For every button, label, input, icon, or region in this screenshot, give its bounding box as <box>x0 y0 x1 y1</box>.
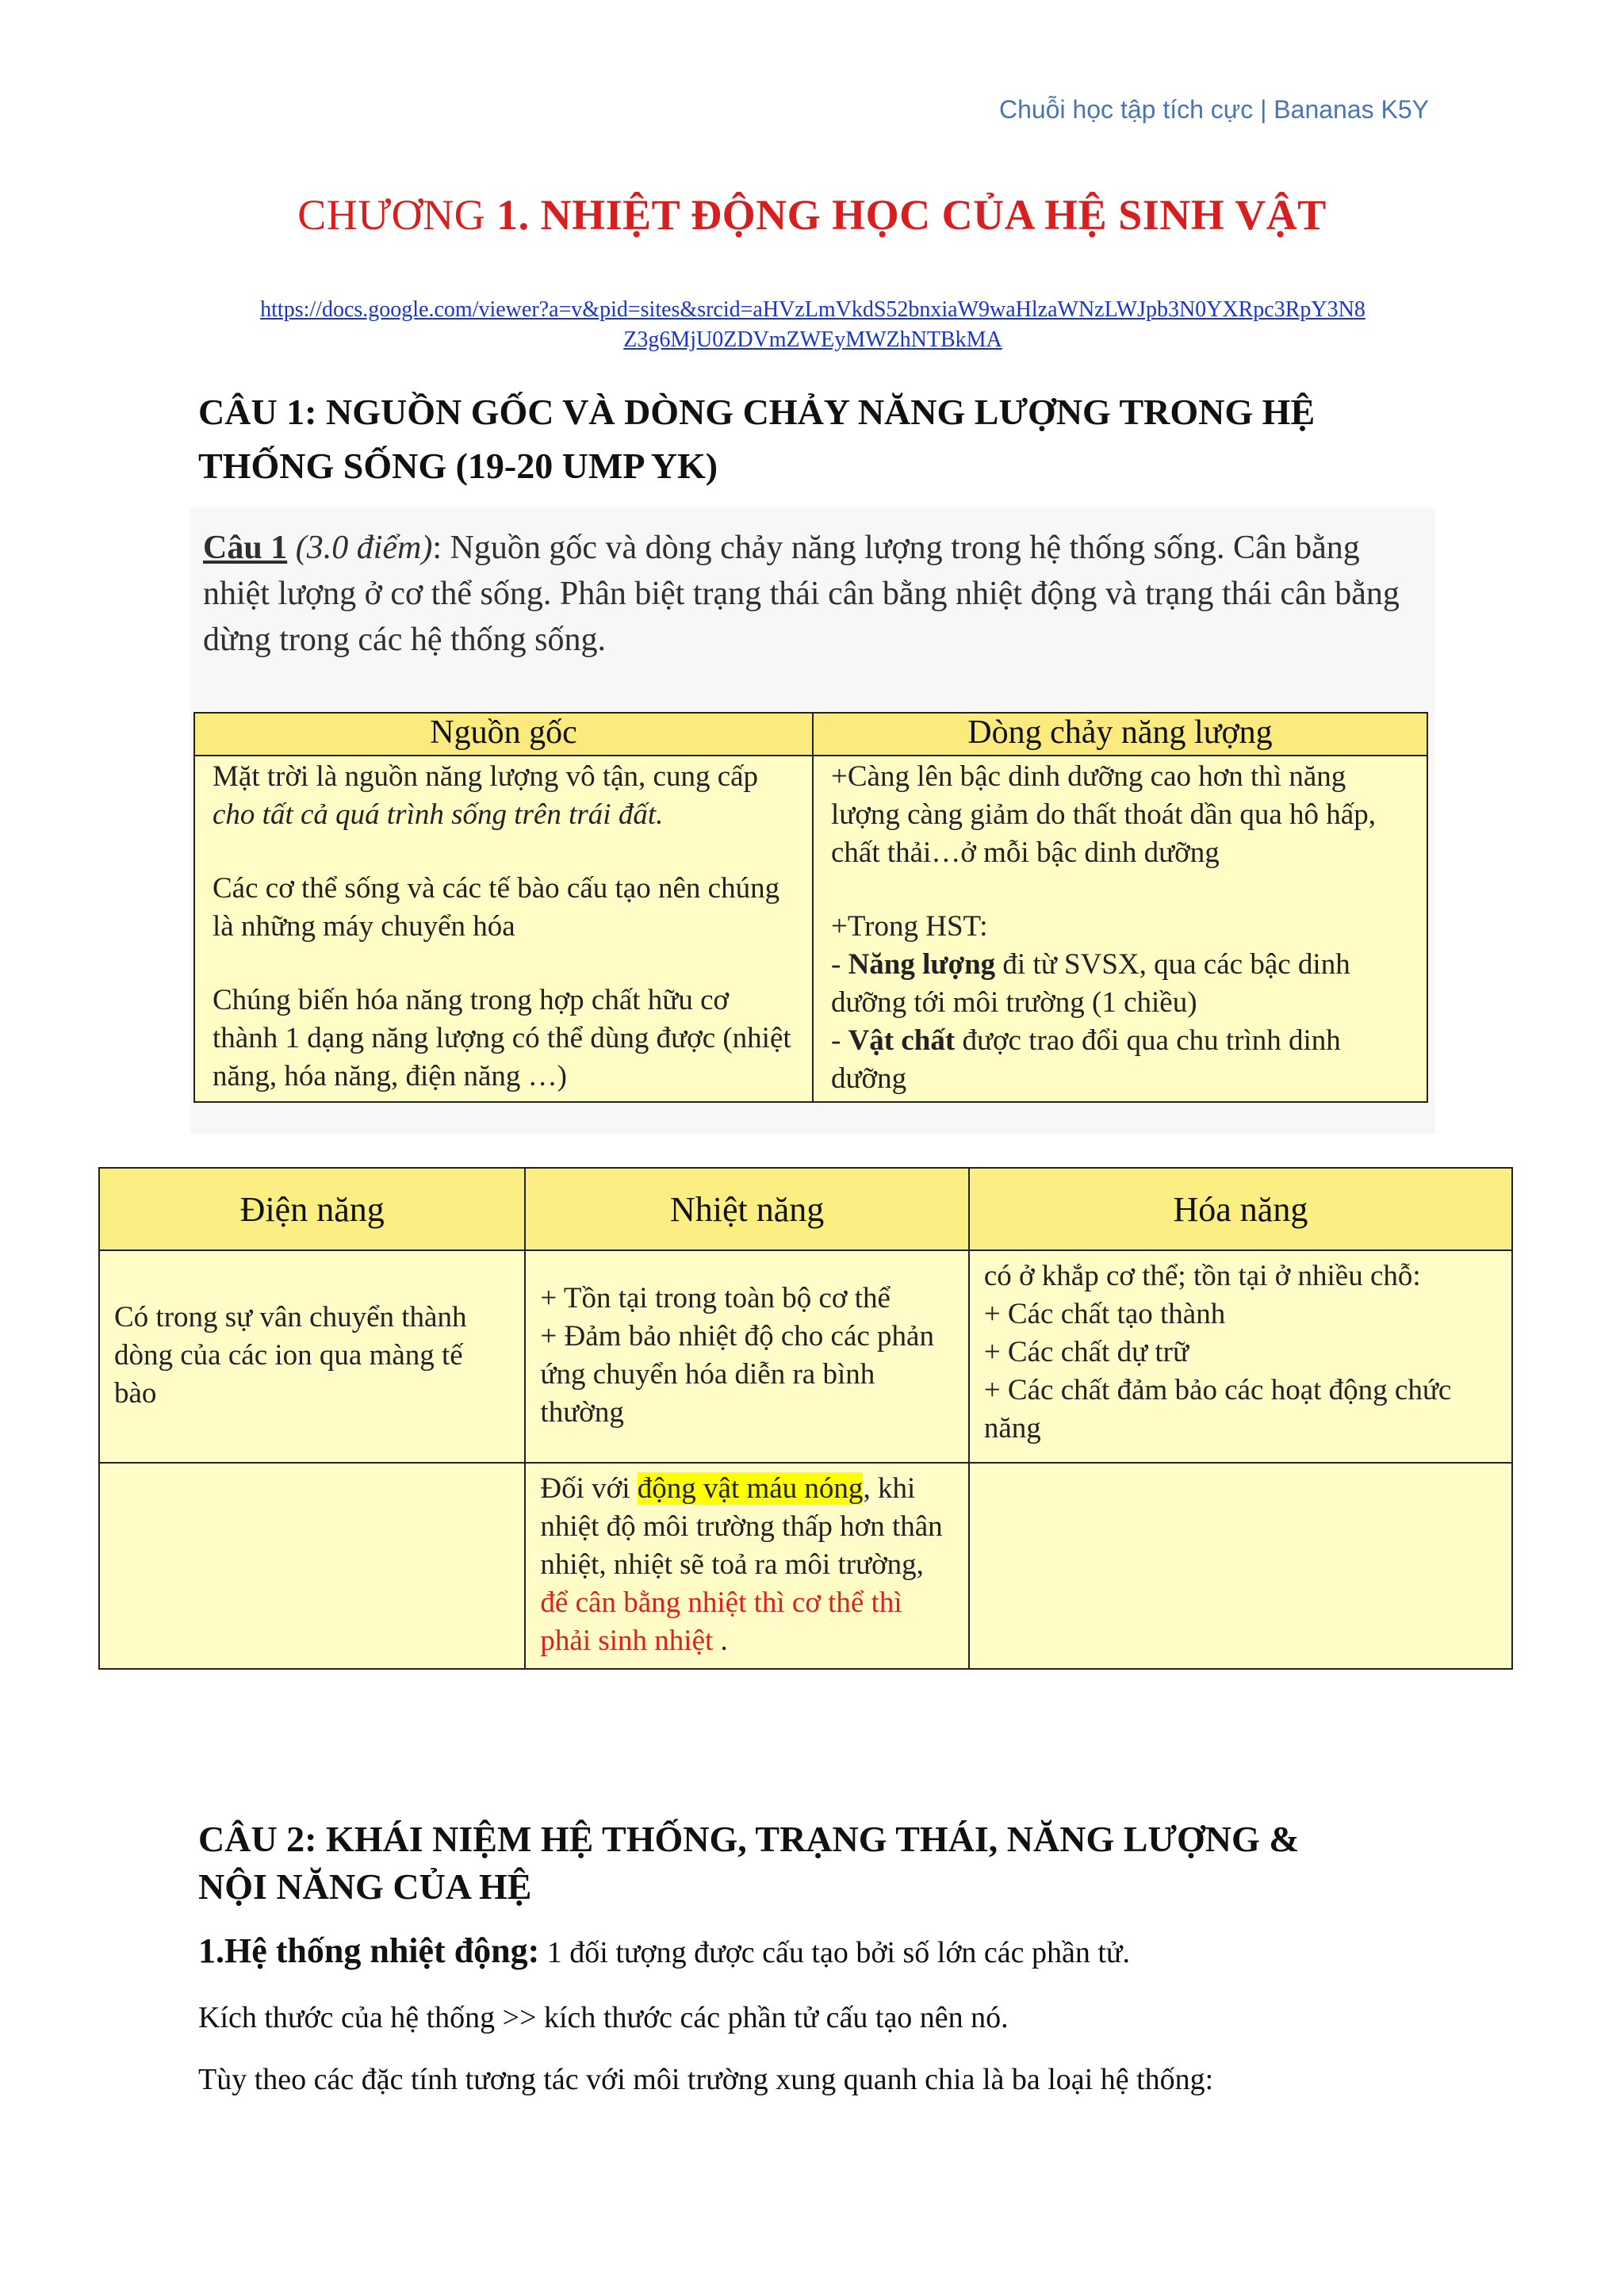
flow-para-2: +Trong HST: <box>830 910 988 943</box>
running-header: Chuỗi học tập tích cực | Bananas K5Y <box>998 95 1429 124</box>
chemical-line-4: + Các chất đảm bảo các hoạt động chức năng <box>983 1374 1452 1445</box>
thermo-system-definition <box>198 1930 1435 1974</box>
table-header-electrical: Điện năng <box>99 1168 525 1250</box>
origin-para-2: Các cơ thể sống và các tế bào cấu tạo nên chúng là những máy chuyển hóa <box>213 872 780 943</box>
scanned-question-label: Câu 1 <box>203 530 288 566</box>
warm-blooded-cell <box>525 1463 968 1669</box>
origin-para-1 <box>213 758 796 834</box>
warm-blooded-text-a: Đối với <box>540 1472 638 1505</box>
chemical-line-1: có ở khắp cơ thể; tồn tại ở nhiều chỗ: <box>983 1260 1421 1292</box>
source-link-line2[interactable]: Z3g6MjU0ZDVmZWEyMWZhNTBkMA <box>623 327 1002 352</box>
chapter-title-text: 1. NHIỆT ĐỘNG HỌC CỦA HỆ SINH VẬT <box>496 191 1327 239</box>
question-1-heading-line1: CÂU 1: NGUỒN GỐC VÀ DÒNG CHẢY NĂNG LƯỢNG TRONG HỆ <box>198 392 1316 432</box>
warm-blooded-highlight: động vật máu nóng <box>637 1472 864 1505</box>
flow-para-4 <box>831 1022 1411 1098</box>
question-2-heading-line1: CÂU 2: KHÁI NIỆM HỆ THỐNG, TRẠNG THÁI, NĂNG LƯỢNG & <box>198 1819 1300 1859</box>
chemical-line-2: + Các chất tạo thành <box>983 1298 1226 1330</box>
thermo-system-text: 1 đối tượng được cấu tạo bởi số lớn các phần tử. <box>539 1936 1131 1969</box>
flow-para-4-bold: Vật chất <box>848 1024 956 1057</box>
energy-types-table <box>98 1167 1513 1670</box>
flow-para-3 <box>831 946 1411 1022</box>
scanned-question-body: : Nguồn gốc và dòng chảy năng lượng trong hệ thống sống. Cân bằng nhiệt lượng ở cơ thể sống. Phân biệt trạng thái cân bằng nhiệt động và trạng thái cân bằng dừng trong các hệ thống sống. <box>203 530 1400 658</box>
origin-para-1-text: Mặt trời là nguồn năng lượng vô tận, cung cấp <box>213 760 759 793</box>
question-2-heading <box>198 1816 1435 1911</box>
thermal-line-2: + Đảm bảo nhiệt độ cho các phản ứng chuyển hóa diễn ra bình thường <box>540 1320 934 1429</box>
flow-para-4-dash: - <box>830 1024 848 1057</box>
thermal-cell <box>525 1250 968 1463</box>
electrical-cell: Có trong sự vân chuyển thành dòng của các ion qua màng tế bào <box>99 1250 525 1463</box>
table-header-origin: Nguồn gốc <box>194 713 813 756</box>
system-types-paragraph: Tùy theo các đặc tính tương tác với môi trường xung quanh chia là ba loại hệ thống: <box>198 2063 1214 2096</box>
origin-cell <box>194 756 813 1102</box>
warm-blooded-text-b: , khi nhiệt độ môi trường thấp hơn thân nhiệt, nhiệt sẽ toả ra môi trường, <box>540 1472 943 1581</box>
question-2-heading-line2: NỘI NĂNG CỦA HỆ <box>198 1866 532 1907</box>
origin-para-1-italic: cho tất cả quá trình sống trên trái đất. <box>213 798 664 831</box>
chapter-title <box>0 190 1624 239</box>
chemical-cell <box>969 1250 1512 1463</box>
energy-flow-cell <box>813 756 1427 1102</box>
source-link-line1[interactable]: https://docs.google.com/viewer?a=v&pid=sites&srcid=aHVzLmVkdS52bnxiaW9waHlzaWNzLWJpb3N0YXRpc3RpY3N8 <box>260 297 1365 322</box>
flow-para-3-text: đi từ SVSX, qua các bậc dinh dưỡng tới môi trường (1 chiều) <box>830 948 1350 1019</box>
question-1-heading-line2: THỐNG SỐNG (19-20 UMP YK) <box>198 446 718 486</box>
table-header-chemical: Hóa năng <box>969 1168 1512 1250</box>
empty-cell-electrical <box>99 1463 525 1669</box>
flow-para-3-dash: - <box>830 948 848 981</box>
table-header-thermal: Nhiệt năng <box>525 1168 968 1250</box>
empty-cell-chemical <box>969 1463 1512 1669</box>
thermal-line-1: + Tồn tại trong toàn bộ cơ thể <box>540 1282 891 1314</box>
warm-blooded-end: . <box>713 1624 728 1657</box>
table-header-energy-flow: Dòng chảy năng lượng <box>813 713 1427 756</box>
origin-para-3: Chúng biến hóa năng trong hợp chất hữu cơ thành 1 dạng năng lượng có thể dùng được (nhiệt năng, hóa năng, điện năng …) <box>213 984 791 1093</box>
source-link[interactable] <box>198 295 1427 355</box>
system-size-paragraph: Kích thước của hệ thống >> kích thước các phần tử cấu tạo nên nó. <box>198 2001 1009 2034</box>
flow-para-1: +Càng lên bậc dinh dưỡng cao hơn thì năng lượng càng giảm do thất thoát dần qua hô hấp, chất thải…ở mỗi bậc dinh dưỡng <box>830 760 1376 869</box>
chemical-line-3: + Các chất dự trữ <box>983 1336 1189 1368</box>
chapter-prefix: CHƯƠNG <box>297 191 497 239</box>
scanned-question-text <box>203 525 1424 663</box>
energy-source-flow-table <box>193 712 1428 1103</box>
thermo-system-term: 1.Hệ thống nhiệt động: <box>198 1931 540 1970</box>
scanned-question-points: (3.0 điểm) <box>287 530 433 566</box>
flow-para-3-bold: Năng lượng <box>848 948 996 981</box>
warm-blooded-red-text: để cân bằng nhiệt thì cơ thể thì phải sinh nhiệt <box>540 1586 902 1657</box>
flow-para-4-text: được trao đổi qua chu trình dinh dưỡng <box>830 1024 1341 1095</box>
question-1-heading <box>198 385 1435 493</box>
